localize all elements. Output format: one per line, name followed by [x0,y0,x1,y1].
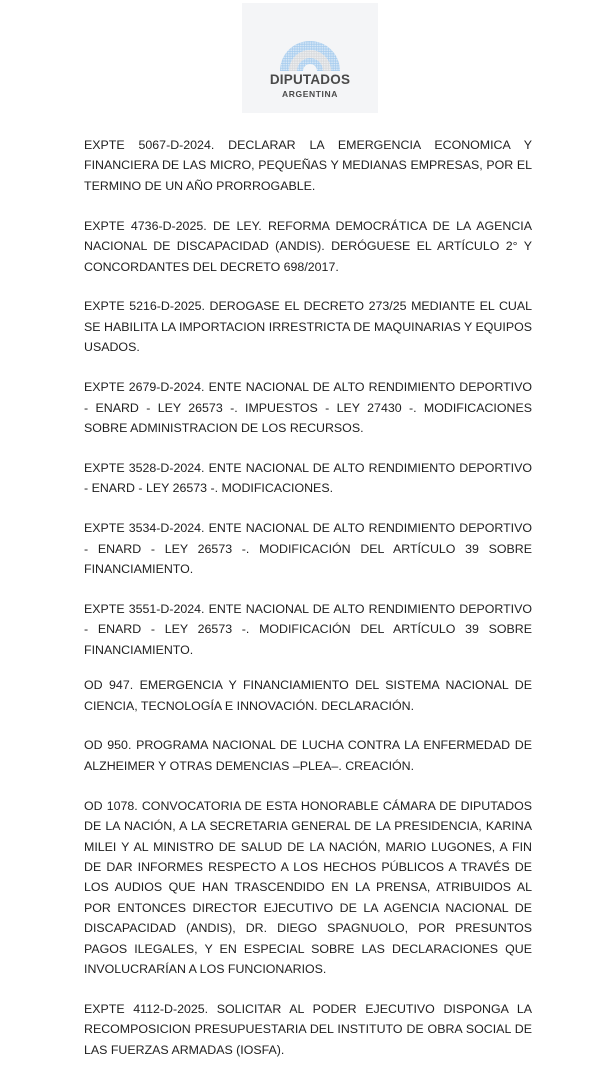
agenda-item: EXPTE 5067-D-2024. DECLARAR LA EMERGENCIA ECONOMICA Y FINANCIERA DE LAS MICRO, PEQUEÑAS Y MEDIANAS EMPRESAS, POR EL TERMINO DE UN AÑO PRORROGABLE. [84,138,532,193]
logo-title: DIPUTADOS [269,72,351,87]
diputados-logo [242,3,378,113]
agenda-item: EXPTE 2679-D-2024. ENTE NACIONAL DE ALTO RENDIMIENTO DEPORTIVO - ENARD - LEY 26573 -. IMPUESTOS - LEY 27430 -. MODIFICACIONES SOBRE ADMINISTRACION DE LOS RECURSOS. [84,380,532,435]
agenda-item: OD 950. PROGRAMA NACIONAL DE LUCHA CONTRA LA ENFERMEDAD DE ALZHEIMER Y OTRAS DEMENCIAS –PLEA–. CREACIÓN. [84,738,532,773]
agenda-item: EXPTE 4112-D-2025. SOLICITAR AL PODER EJECUTIVO DISPONGA LA RECOMPOSICION PRESUPUESTARIA DEL INSTITUTO DE OBRA SOCIAL DE LAS FUERZAS ARMADAS (IOSFA). [84,1001,532,1057]
chamber-arc-icon [278,37,342,71]
agenda-item: EXPTE 3551-D-2024. ENTE NACIONAL DE ALTO RENDIMIENTO DEPORTIVO - ENARD - LEY 26573 -. MODIFICACIÓN DEL ARTÍCULO 39 SOBRE FINANCIAMIENTO. [84,601,532,657]
agenda-item: EXPTE 4736-D-2025. DE LEY. REFORMA DEMOCRÁTICA DE LA AGENCIA NACIONAL DE DISCAPACIDAD (ANDIS). DERÓGUESE EL ARTÍCULO 2° Y CONCORDANTES DEL DECRETO 698/2017. [84,218,532,274]
agenda-item: OD 1078. CONVOCATORIA DE ESTA HONORABLE CÁMARA DE DIPUTADOS DE LA NACIÓN, A LA SECRETARIA GENERAL DE LA PRESIDENCIA, KARINA MILEI Y AL MINISTRO DE SALUD DE LA NACIÓN, MARIO LUGONES, A FIN DE DAR INFORMES RESPECTO A LOS HECHOS PÚBLICOS A TRAVÉS DE LOS AUDIOS QUE HAN TRASCENDIDO EN LA PRENSA, ATRIBUIDOS AL POR ENTONCES DIRECTOR EJECUTIVO DE LA AGENCIA NACIONAL DE DISCAPACIDAD (ANDIS), DR. DIEGO SPAGNUOLO, POR PRESUNTOS PAGOS ILEGALES, Y EN ESPECIAL SOBRE LAS DECLARACIONES QUE INVOLUCRARÍAN A LOS FUNCIONARIOS. [84,798,532,976]
agenda-item: OD 947. EMERGENCIA Y FINANCIAMIENTO DEL SISTEMA NACIONAL DE CIENCIA, TECNOLOGÍA E INNOVACIÓN. DECLARACIÓN. [84,678,532,713]
agenda-item: EXPTE 5216-D-2025. DEROGASE EL DECRETO 273/25 MEDIANTE EL CUAL SE HABILITA LA IMPORTACION IRRESTRICTA DE MAQUINARIAS Y EQUIPOS USADOS. [84,299,532,355]
agenda-list [84,135,532,1080]
logo-subtitle: ARGENTINA [282,89,338,99]
agenda-item: EXPTE 3534-D-2024. ENTE NACIONAL DE ALTO RENDIMIENTO DEPORTIVO - ENARD - LEY 26573 -. MODIFICACIÓN DEL ARTÍCULO 39 SOBRE FINANCIAMIENTO. [84,521,532,576]
agenda-item: EXPTE 3528-D-2024. ENTE NACIONAL DE ALTO RENDIMIENTO DEPORTIVO - ENARD - LEY 26573 -. MODIFICACIONES. [84,460,532,496]
